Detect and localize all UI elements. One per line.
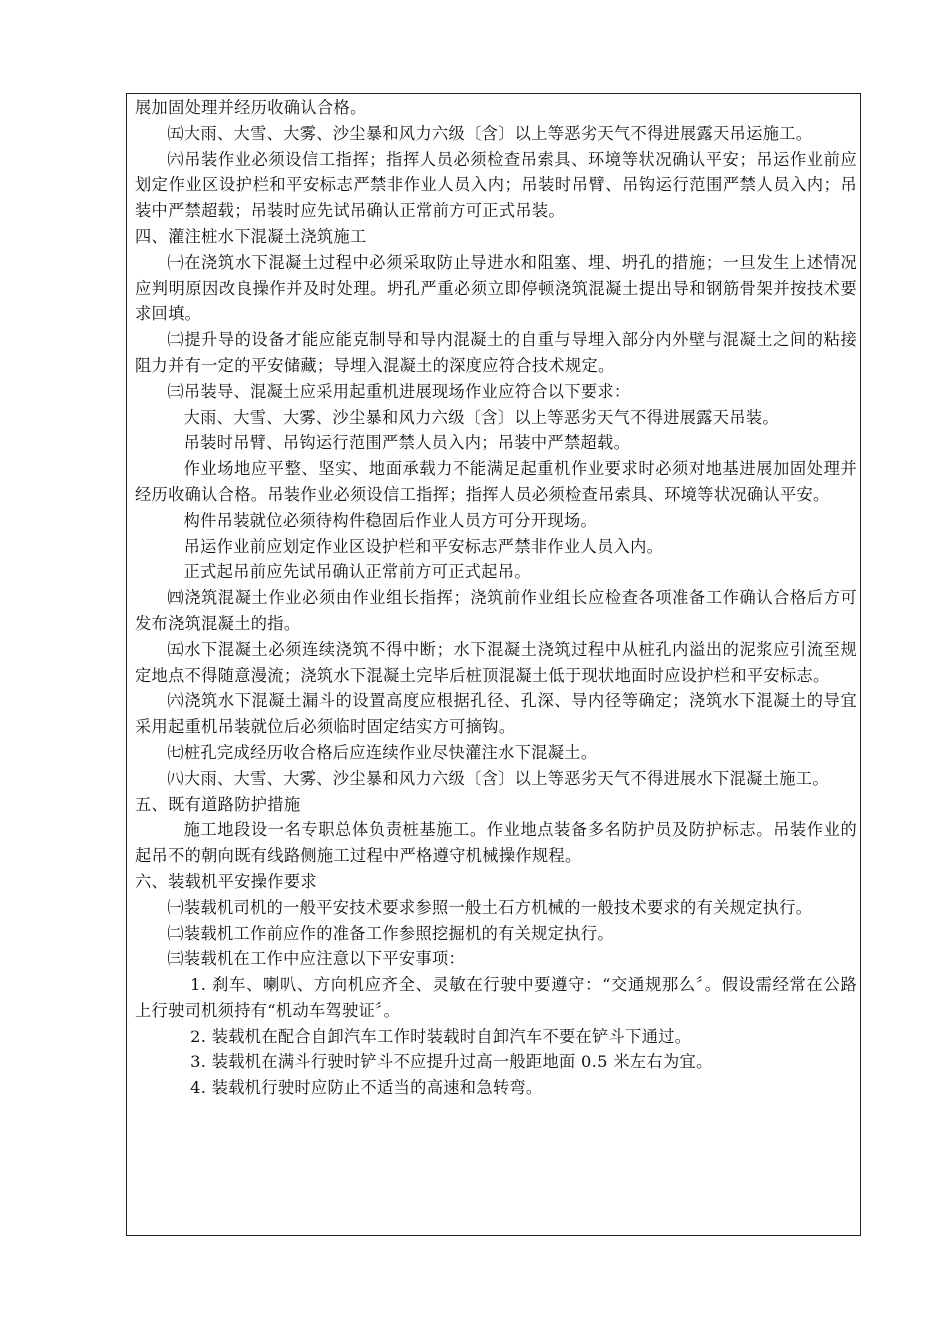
paragraph-p07: ㈢吊装导、混凝土应采用起重机进展现场作业应符合以下要求：: [167, 381, 631, 401]
paragraph-p03: ㈥吊装作业必须设信工指挥；指挥人员必须检查吊索具、环境等状况确认平安；吊运作业前应划定作业区设护栏和平安标志严禁非作业人员入内；吊装时吊臂、吊钩运行范围严禁人员入内；吊装中严禁超载；吊装时应先试吊确认正常前方可正式吊装。: [135, 149, 857, 221]
paragraph-p02: ㈤大雨、大雪、大雾、沙尘暴和风力六级〔含〕以上等恶劣天气不得进展露天吊运施工。: [167, 123, 813, 143]
paragraph-p15: ㈤水下混凝土必须连续浇筑不得中断；水下混凝土浇筑过程中从桩孔内溢出的泥浆应引流至规定地点不得随意漫流；浇筑水下混凝土完毕后桩顶混凝土低于现状地面时应设护栏和平安标志。: [135, 639, 857, 685]
paragraph-p28: 4. 装载机行驶时应防止不适当的高速和急转弯。: [190, 1078, 543, 1098]
paragraph-p10: 作业场地应平整、坚实、地面承载力不能满足起重机作业要求时必须对地基进展加固处理并经历收确认合格。吊装作业必须设信工指挥；指挥人员必须检查吊索具、环境等状况确认平安。: [135, 459, 857, 504]
paragraph-p05: ㈠在浇筑水下混凝土过程中必须采取防止导进水和阻塞、埋、坍孔的措施；一旦发生上述情况应判明原因改良操作并及时处理。坍孔严重必须立即停顿浇筑混凝土提出导和钢筋骨架并按技术要求回填。: [135, 252, 857, 324]
paragraph-p04: 四、灌注桩水下混凝土浇筑施工: [135, 226, 367, 246]
paragraph-p14: ㈣浇筑混凝土作业必须由作业组长指挥；浇筑前作业组长应检查各项准备工作确认合格后方可发布浇筑混凝土的指。: [135, 588, 857, 633]
paragraph-p12: 吊运作业前应划定作业区设护栏和平安标志严禁非作业人员入内。: [183, 536, 664, 556]
paragraph-p24: ㈢装载机在工作中应注意以下平安事项：: [167, 949, 466, 969]
document-body: [135, 95, 857, 1101]
paragraph-p27: 3. 装载机在满斗行驶时铲斗不应提升过高一般距地面 0.5 米左右为宜。: [190, 1052, 713, 1072]
paragraph-p18: ㈧大雨、大雪、大雾、沙尘暴和风力六级〔含〕以上等恶劣天气不得进展水下混凝土施工。: [167, 768, 829, 788]
paragraph-p23: ㈡装载机工作前应作的准备工作参照挖掘机的有关规定执行。: [167, 923, 614, 943]
paragraph-p09: 吊装时吊臂、吊钩运行范围严禁人员入内；吊装中严禁超载。: [183, 433, 631, 453]
paragraph-p20: 施工地段设一名专职总体负责桩基施工。作业地点装备多名防护员及防护标志。吊装作业的起吊不的朝向既有线路侧施工过程中严格遵守机械操作规程。: [135, 820, 857, 866]
paragraph-p08: 大雨、大雪、大雾、沙尘暴和风力六级〔含〕以上等恶劣天气不得进展露天吊装。: [183, 407, 779, 427]
paragraph-p22: ㈠装载机司机的一般平安技术要求参照一般土石方机械的一般技术要求的有关规定执行。: [167, 897, 813, 917]
paragraph-p06: ㈡提升导的设备才能应能克制导和导内混凝土的自重与导埋入部分内外壁与混凝土之间的粘接阻力并有一定的平安储藏；导埋入混凝土的深度应符合技术规定。: [135, 330, 857, 375]
paragraph-p01: 展加固处理并经历收确认合格。: [135, 98, 367, 117]
paragraph-p26: 2. 装载机在配合自卸汽车工作时装载时自卸汽车不要在铲斗下通过。: [190, 1026, 692, 1046]
paragraph-p11: 构件吊装就位必须待构件稳固后作业人员方可分开现场。: [183, 510, 598, 530]
paragraph-p13: 正式起吊前应先试吊确认正常前方可正式起吊。: [183, 562, 531, 582]
paragraph-p21: 六、装载机平安操作要求: [135, 871, 317, 891]
paragraph-p25: 1. 刹车、喇叭、方向机应齐全、灵敏在行驶中要遵守：“交通规那么〞。假设需经常在公路上行驶司机须持有“机动车驾驶证〞。: [135, 975, 857, 1020]
paragraph-p17: ㈦桩孔完成经历收合格后应连续作业尽快灌注水下混凝土。: [167, 742, 598, 762]
paragraph-p19: 五、既有道路防护措施: [135, 794, 301, 814]
paragraph-p16: ㈥浇筑水下混凝土漏斗的设置高度应根据孔径、孔深、导内径等确定；浇筑水下混凝土的导宜采用起重机吊装就位后必须临时固定结实方可摘钩。: [135, 691, 857, 737]
